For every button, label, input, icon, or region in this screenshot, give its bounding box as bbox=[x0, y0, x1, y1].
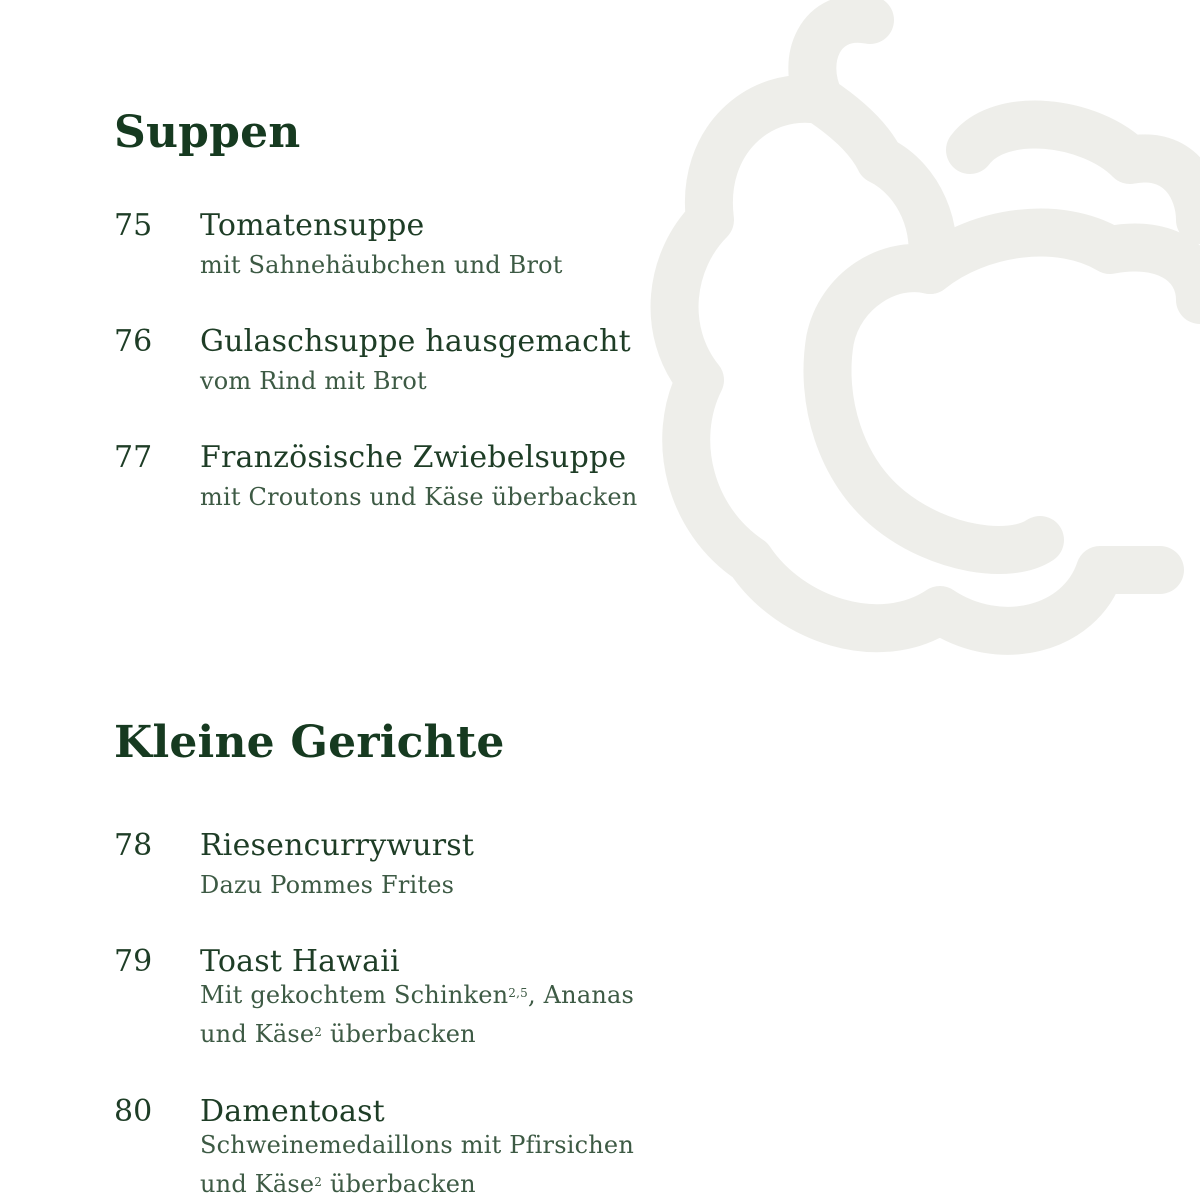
description-line-2 bbox=[200, 1165, 670, 1204]
item-body bbox=[200, 208, 670, 285]
item-number: 75 bbox=[114, 208, 153, 243]
description-text: , Ananas bbox=[527, 981, 635, 1009]
description-text: und Käse bbox=[200, 1020, 315, 1048]
description-text: Mit gekochtem Schinken bbox=[200, 981, 509, 1009]
item-description: vom Rind mit Brot bbox=[200, 367, 427, 395]
section-title-kleine-gerichte: Kleine Gerichte bbox=[114, 717, 505, 768]
item-name: Riesencurrywurst bbox=[200, 828, 475, 863]
item-description: Dazu Pommes Frites bbox=[200, 871, 455, 899]
item-number: 79 bbox=[114, 944, 153, 979]
allergen-footnote: 2 bbox=[314, 1025, 323, 1039]
item-number: 80 bbox=[114, 1094, 153, 1129]
description-text: Schweinemedaillons mit Pfirsichen bbox=[200, 1131, 634, 1159]
item-name: Gulaschsuppe hausgemacht bbox=[200, 324, 631, 359]
item-body bbox=[200, 944, 670, 1054]
item-number: 77 bbox=[114, 440, 153, 475]
description-text: überbacken bbox=[322, 1170, 476, 1198]
item-number: 76 bbox=[114, 324, 153, 359]
description-text: und Käse bbox=[200, 1170, 315, 1198]
item-description bbox=[200, 1126, 670, 1204]
description-line-2 bbox=[200, 1015, 670, 1054]
item-description: mit Croutons und Käse überbacken bbox=[200, 483, 638, 511]
allergen-footnote: 2 bbox=[314, 1175, 323, 1189]
description-text: überbacken bbox=[322, 1020, 476, 1048]
item-body bbox=[200, 440, 670, 517]
item-body bbox=[200, 828, 670, 905]
item-name: Französische Zwiebelsuppe bbox=[200, 440, 627, 475]
item-name: Damentoast bbox=[200, 1094, 385, 1129]
description-line-1 bbox=[200, 976, 670, 1015]
item-body bbox=[200, 1094, 670, 1204]
description-line-1 bbox=[200, 1126, 670, 1165]
item-name: Tomatensuppe bbox=[200, 208, 425, 243]
item-body bbox=[200, 324, 670, 401]
item-description: mit Sahnehäubchen und Brot bbox=[200, 251, 563, 279]
section-title-suppen: Suppen bbox=[114, 107, 301, 158]
item-name: Toast Hawaii bbox=[200, 944, 400, 979]
item-description bbox=[200, 976, 670, 1054]
item-number: 78 bbox=[114, 828, 153, 863]
allergen-footnote: 2,5 bbox=[508, 986, 528, 1000]
